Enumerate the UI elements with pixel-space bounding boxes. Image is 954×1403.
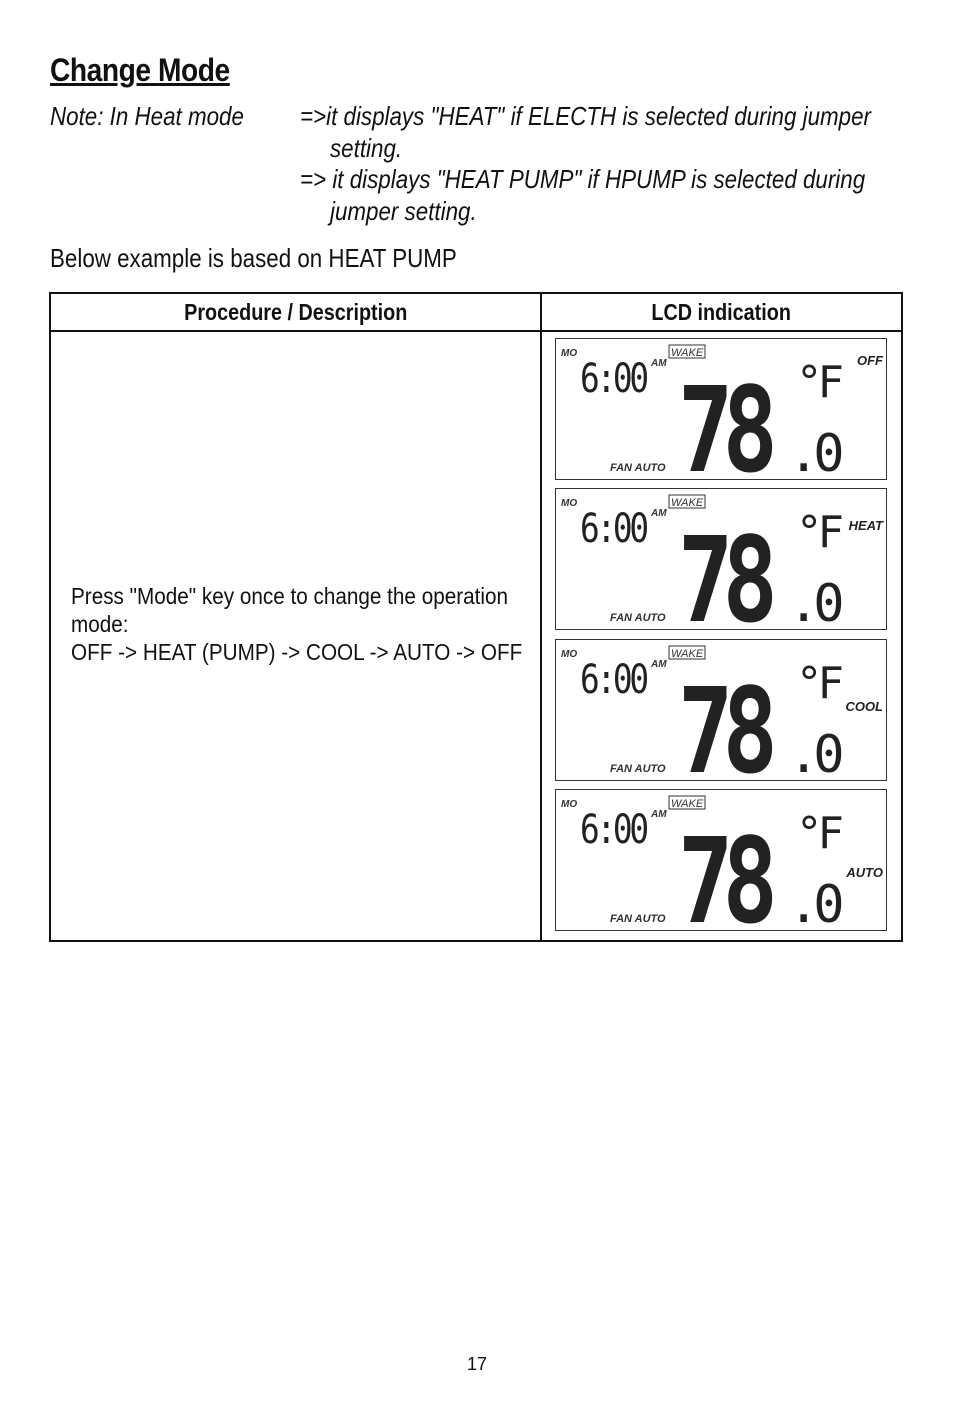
time-readout: 6:00 bbox=[580, 655, 646, 703]
note-line-2-cont: jumper setting. bbox=[330, 196, 477, 226]
lcd-screen bbox=[556, 790, 888, 932]
temperature-readout: 78 bbox=[678, 662, 767, 782]
example-intro: Below example is based on HEAT PUMP bbox=[50, 243, 457, 273]
lcd-screen bbox=[556, 640, 888, 782]
fan-indicator: FAN AUTO bbox=[610, 612, 666, 624]
period-indicator: WAKE bbox=[671, 648, 704, 660]
period-indicator: WAKE bbox=[671, 347, 704, 359]
period-indicator: WAKE bbox=[671, 798, 704, 810]
lcd-display-auto bbox=[555, 789, 887, 931]
day-indicator: MO bbox=[561, 498, 578, 509]
mode-indicator: HEAT bbox=[848, 518, 883, 533]
time-readout: 6:00 bbox=[580, 354, 646, 402]
day-indicator: MO bbox=[561, 649, 578, 660]
procedure-line-3: OFF -> HEAT (PUMP) -> COOL -> AUTO -> OFF bbox=[71, 639, 523, 665]
day-indicator: MO bbox=[561, 799, 578, 810]
am-pm-indicator: AM bbox=[651, 809, 667, 820]
lcd-screen bbox=[556, 489, 888, 631]
mode-indicator: OFF bbox=[857, 353, 883, 368]
am-pm-indicator: AM bbox=[651, 659, 667, 670]
mode-indicator: COOL bbox=[845, 699, 883, 714]
fan-indicator: FAN AUTO bbox=[610, 763, 666, 775]
page-number: 17 bbox=[466, 1354, 488, 1374]
lcd-screen bbox=[556, 339, 888, 481]
procedure-line-2: mode: bbox=[71, 611, 129, 637]
time-readout: 6:00 bbox=[580, 805, 646, 853]
temperature-decimal: .0 bbox=[788, 725, 839, 782]
mode-indicator: AUTO bbox=[846, 865, 883, 880]
unit-indicator: °F bbox=[796, 808, 839, 859]
lcd-display-heat bbox=[555, 488, 887, 630]
procedure-description bbox=[71, 582, 551, 666]
column-header-lcd: LCD indication bbox=[651, 299, 792, 325]
header-divider bbox=[51, 330, 901, 332]
period-indicator: WAKE bbox=[671, 497, 704, 509]
temperature-decimal: .0 bbox=[788, 574, 839, 631]
temperature-readout: 78 bbox=[678, 812, 767, 932]
lcd-display-off bbox=[555, 338, 887, 480]
unit-indicator: °F bbox=[796, 658, 839, 709]
unit-indicator: °F bbox=[796, 507, 839, 558]
unit-indicator: °F bbox=[796, 357, 839, 408]
temperature-decimal: .0 bbox=[788, 424, 839, 481]
note-line-1-cont: setting. bbox=[330, 133, 403, 163]
temperature-readout: 78 bbox=[678, 511, 767, 631]
temperature-readout: 78 bbox=[678, 361, 767, 481]
mode-table bbox=[49, 292, 903, 942]
temperature-decimal: .0 bbox=[788, 875, 839, 932]
am-pm-indicator: AM bbox=[651, 508, 667, 519]
note-label: Note: In Heat mode bbox=[50, 101, 244, 131]
column-header-procedure: Procedure / Description bbox=[183, 299, 408, 325]
page-title: Change Mode bbox=[50, 52, 230, 88]
am-pm-indicator: AM bbox=[651, 358, 667, 369]
procedure-line-1: Press "Mode" key once to change the operation bbox=[71, 583, 509, 609]
fan-indicator: FAN AUTO bbox=[610, 913, 666, 925]
lcd-display-cool bbox=[555, 639, 887, 781]
time-readout: 6:00 bbox=[580, 504, 646, 552]
day-indicator: MO bbox=[561, 348, 578, 359]
note-line-1: =>it displays "HEAT" if ELECTH is selected during jumper bbox=[300, 101, 871, 131]
fan-indicator: FAN AUTO bbox=[610, 462, 666, 474]
note-line-2: => it displays "HEAT PUMP" if HPUMP is selected during bbox=[300, 164, 866, 194]
